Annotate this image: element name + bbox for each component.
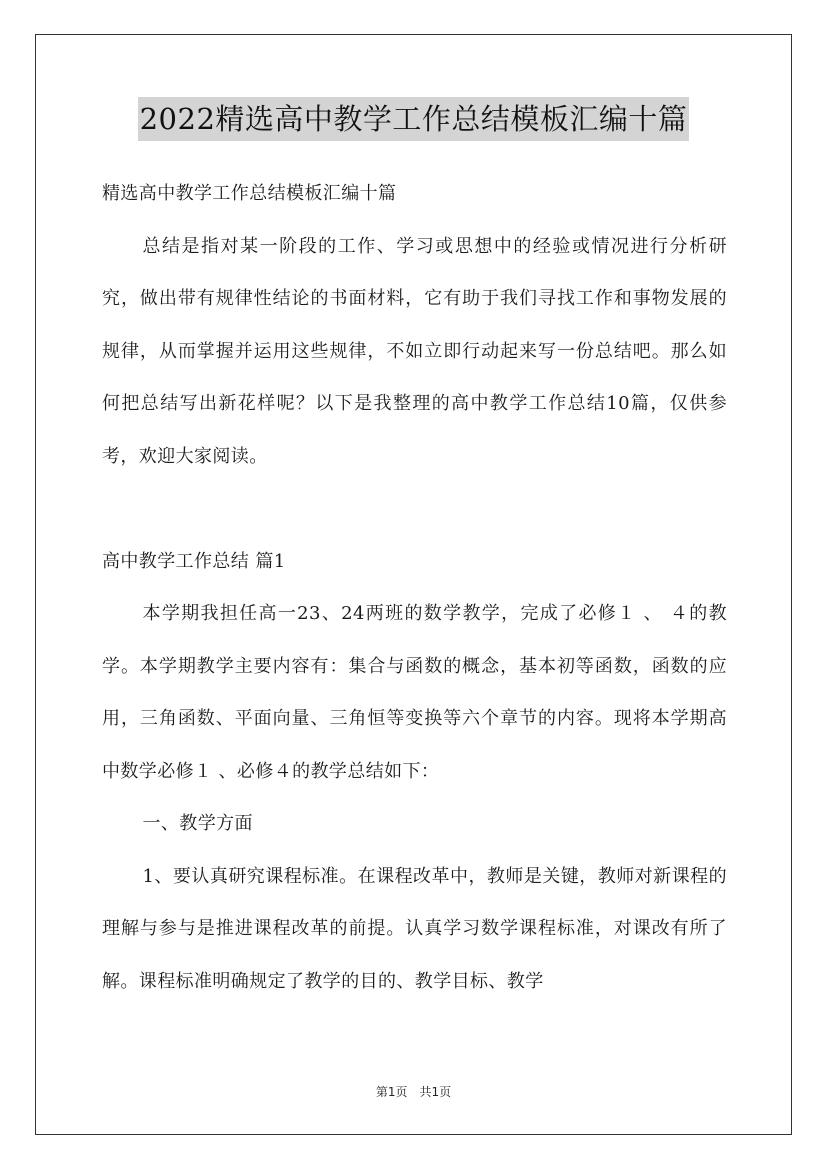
page-footer: 第1页 共1页 <box>375 1085 452 1099</box>
document-subtitle: 精选高中教学工作总结模板汇编十篇 <box>102 183 397 204</box>
sub-heading: 一、教学方面 <box>142 813 253 834</box>
intro-paragraph: 总结是指对某一阶段的工作、学习或思想中的经验或情况进行分析研究，做出带有规律性结论的书面材料，它有助于我们寻找工作和事物发展的规律，从而掌握并运用这些规律，不如立即行动起来写一份总结吧。那么如何把总结写出新花样呢？以下是我整理的高中教学工作总结10篇，仅供参考，欢迎大家阅读。 <box>102 235 727 467</box>
section-paragraph: 本学期我担任高一23、24两班的数学教学，完成了必修１ 、 ４的教学。本学期教学主要内容有：集合与函数的概念，基本初等函数，函数的应用，三角函数、平面向量、三角恒等变换等六个章节的内容。现将本学期高中数学必修１ 、必修４的教学总结如下： <box>102 603 727 782</box>
title-container <box>0 97 827 141</box>
paragraph-spacer <box>102 483 727 536</box>
list-item: 1、要认真研究课程标准。在课程改革中，教师是关键，教师对新课程的理解与参与是推进课程改革的前提。认真学习数学课程标准，对课改有所了解。课程标准明确规定了教学的目的、教学目标、教学 <box>102 865 727 992</box>
section-heading: 高中教学工作总结 篇1 <box>102 550 286 572</box>
document-title: 2022精选高中教学工作总结模板汇编十篇 <box>138 97 690 141</box>
document-body <box>102 168 727 1008</box>
